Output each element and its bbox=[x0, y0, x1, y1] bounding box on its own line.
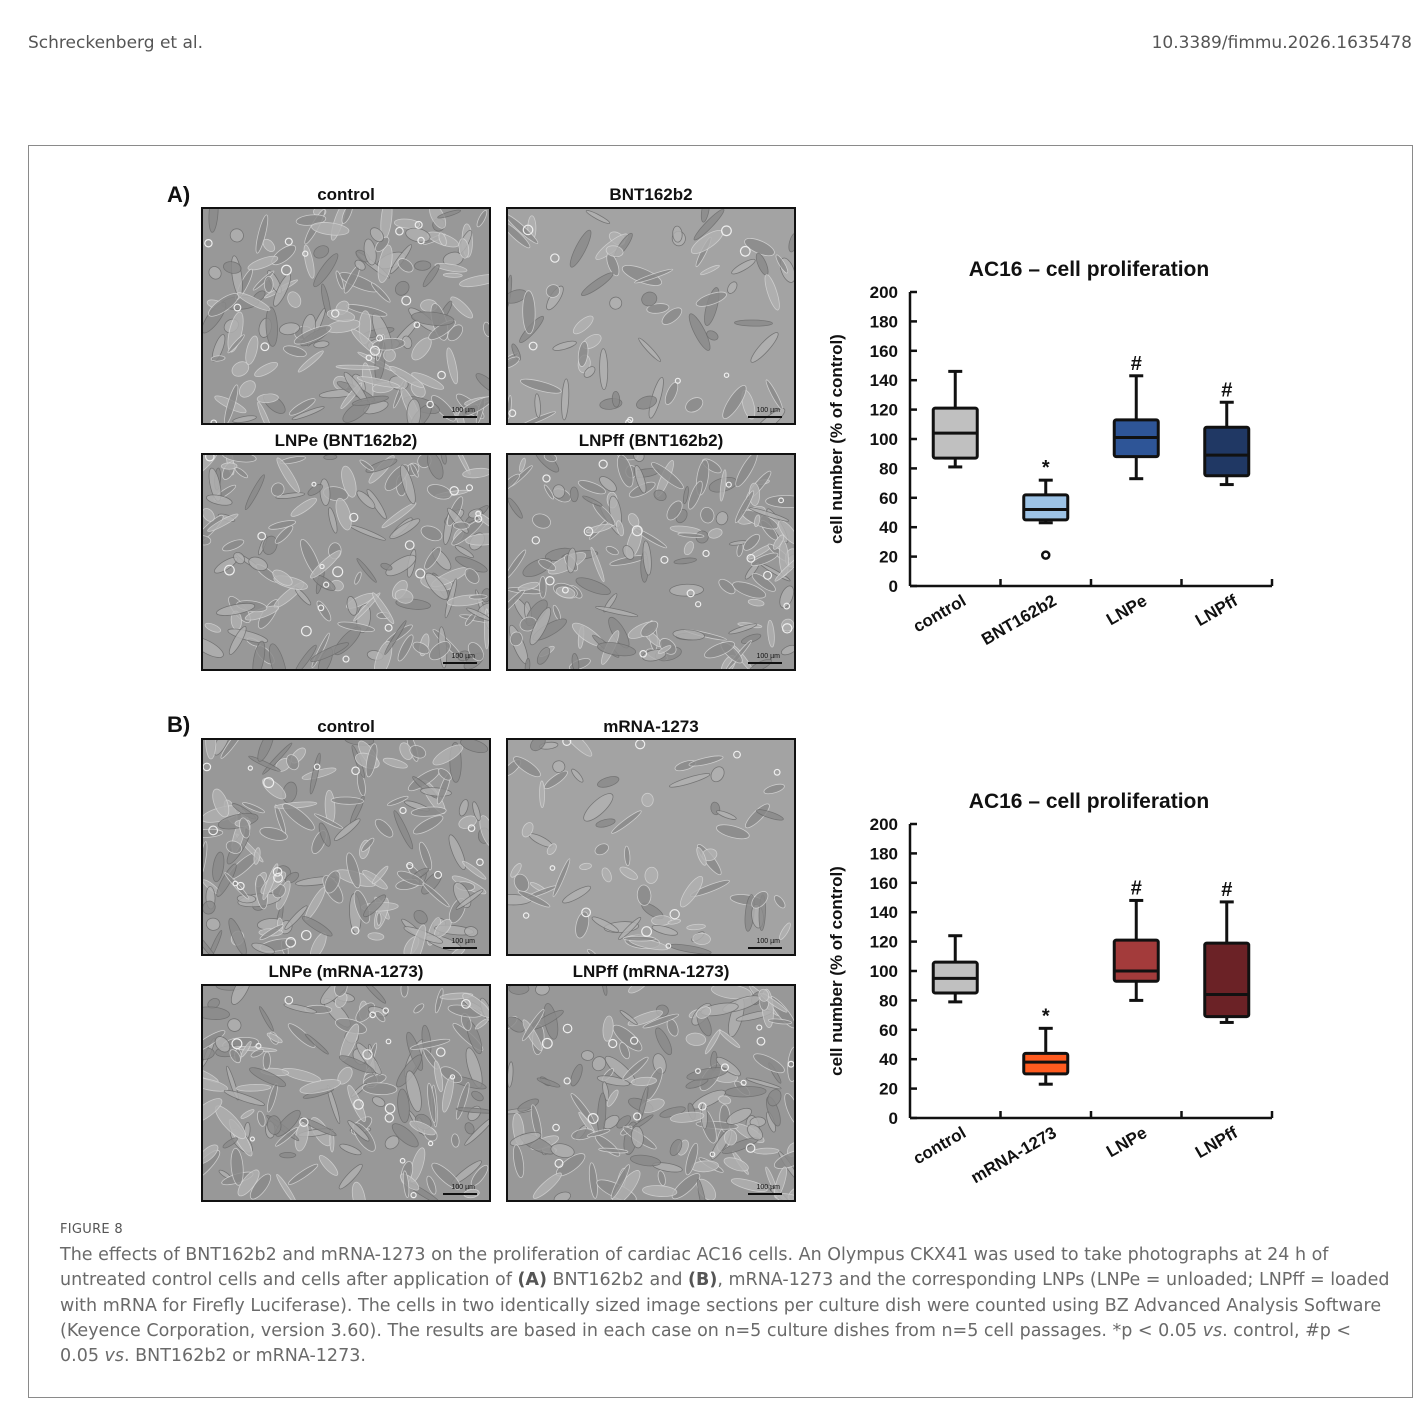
y-tick-label: 120 bbox=[869, 400, 898, 420]
scale-label: 100 µm bbox=[451, 407, 475, 414]
y-tick-label: 180 bbox=[869, 844, 898, 864]
micro-title: BNT162b2 bbox=[609, 185, 693, 204]
micro-title: LNPff (BNT162b2) bbox=[578, 431, 724, 450]
caption-run: (A) bbox=[517, 1270, 547, 1291]
micrograph bbox=[506, 984, 796, 1202]
x-tick-label: LNPff bbox=[1191, 591, 1241, 631]
y-tick-label: 180 bbox=[869, 312, 898, 332]
micro-title: mRNA-1273 bbox=[603, 717, 699, 736]
y-tick-label: 0 bbox=[888, 577, 898, 596]
figure-label: FIGURE 8 bbox=[60, 1222, 123, 1237]
y-tick-label: 0 bbox=[888, 1109, 898, 1128]
box-iqr bbox=[1024, 495, 1068, 520]
significance-marker: # bbox=[1221, 379, 1233, 402]
y-tick-label: 200 bbox=[869, 283, 898, 302]
significance-marker: * bbox=[1041, 1005, 1050, 1028]
micro-title: LNPe (BNT162b2) bbox=[274, 431, 418, 450]
scale-bar bbox=[748, 416, 782, 418]
scale-bar bbox=[748, 1193, 782, 1195]
caption-text bbox=[60, 1243, 1390, 1369]
y-tick-label: 100 bbox=[869, 430, 898, 449]
micrograph-texture bbox=[203, 455, 489, 669]
micrograph bbox=[201, 453, 491, 671]
scale-bar bbox=[748, 662, 782, 664]
box-iqr bbox=[1205, 943, 1249, 1017]
micrograph-texture bbox=[508, 740, 794, 954]
y-tick-label: 60 bbox=[879, 1020, 898, 1040]
micro-title: control bbox=[317, 185, 375, 204]
x-tick-label: LNPe bbox=[1103, 1123, 1151, 1162]
x-tick-label: BNT162b2 bbox=[978, 591, 1060, 650]
y-tick-label: 20 bbox=[879, 1079, 898, 1099]
micrograph bbox=[506, 453, 796, 671]
box-plot-a bbox=[812, 250, 1292, 685]
y-tick-label: 80 bbox=[879, 991, 898, 1011]
caption-run: . control, #p < 0.05 bbox=[60, 1320, 1352, 1367]
scale-bar bbox=[443, 662, 477, 664]
figure-caption bbox=[60, 1222, 1390, 1369]
scale-label: 100 µm bbox=[756, 653, 780, 660]
micrograph bbox=[506, 207, 796, 425]
panel-b-label: B) bbox=[167, 712, 191, 737]
box-iqr bbox=[1205, 427, 1249, 476]
y-tick-label: 60 bbox=[879, 488, 898, 508]
scale-bar bbox=[443, 416, 477, 418]
panel-a-label: A) bbox=[167, 182, 191, 207]
micrograph-texture bbox=[203, 740, 489, 954]
caption-run: (B) bbox=[688, 1270, 718, 1291]
scale-bar bbox=[443, 1193, 477, 1195]
y-tick-label: 120 bbox=[869, 932, 898, 952]
y-tick-label: 100 bbox=[869, 962, 898, 981]
scale-label: 100 µm bbox=[756, 938, 780, 945]
box-plot-b bbox=[812, 782, 1292, 1217]
y-tick-label: 20 bbox=[879, 547, 898, 567]
y-tick-label: 140 bbox=[869, 903, 898, 923]
caption-run: The effects of BNT162b2 and mRNA-1273 on the proliferation of cardiac AC16 cells. An Olympus CKX41 was used to take photographs at 24 h of untreated control cells and cells after application of bbox=[60, 1245, 1329, 1291]
caption-run: vs bbox=[1202, 1320, 1223, 1341]
box-plot-svg bbox=[812, 782, 1292, 1212]
caption-run: . BNT162b2 or mRNA-1273. bbox=[124, 1346, 366, 1367]
micrograph-texture bbox=[203, 209, 489, 423]
caption-run: vs bbox=[104, 1346, 125, 1367]
x-tick-label: control bbox=[909, 591, 970, 637]
micrograph bbox=[201, 738, 491, 956]
running-header-doi: 10.3389/fimmu.2026.1635478 bbox=[1151, 33, 1412, 53]
scale-label: 100 µm bbox=[756, 407, 780, 414]
scale-bar bbox=[443, 947, 477, 949]
micro-title: LNPff (mRNA-1273) bbox=[572, 962, 730, 981]
y-tick-label: 200 bbox=[869, 815, 898, 834]
y-tick-label: 40 bbox=[879, 518, 898, 538]
scale-label: 100 µm bbox=[451, 653, 475, 660]
micrograph bbox=[201, 207, 491, 425]
scale-label: 100 µm bbox=[451, 1184, 475, 1191]
x-tick-label: mRNA-1273 bbox=[967, 1123, 1060, 1188]
scale-label: 100 µm bbox=[756, 1184, 780, 1191]
y-tick-label: 80 bbox=[879, 459, 898, 479]
x-tick-label: LNPe bbox=[1103, 591, 1151, 630]
micrograph-texture bbox=[508, 986, 794, 1200]
micrograph bbox=[201, 984, 491, 1202]
y-axis-label: cell number (% of control) bbox=[827, 334, 846, 544]
micrograph-texture bbox=[508, 209, 794, 423]
significance-marker: # bbox=[1130, 352, 1142, 375]
chart-title: AC16 – cell proliferation bbox=[968, 258, 1210, 281]
micrograph-texture bbox=[203, 986, 489, 1200]
significance-marker: * bbox=[1041, 457, 1050, 480]
y-tick-label: 40 bbox=[879, 1050, 898, 1070]
significance-marker: # bbox=[1130, 877, 1142, 900]
y-tick-label: 160 bbox=[869, 341, 898, 361]
caption-run: BNT162b2 and bbox=[546, 1270, 689, 1291]
x-tick-label: control bbox=[909, 1123, 970, 1169]
micro-title: LNPe (mRNA-1273) bbox=[268, 962, 424, 981]
micrograph bbox=[506, 738, 796, 956]
scale-bar bbox=[748, 947, 782, 949]
y-axis-label: cell number (% of control) bbox=[827, 866, 846, 1076]
y-tick-label: 140 bbox=[869, 371, 898, 391]
x-tick-label: LNPff bbox=[1191, 1123, 1241, 1163]
micrograph-texture bbox=[508, 455, 794, 669]
significance-marker: # bbox=[1221, 878, 1233, 901]
box-plot-svg bbox=[812, 250, 1292, 680]
caption-run: , mRNA-1273 and the corresponding LNPs (LNPe = unloaded; LNPff = loaded with mRNA for Firefly Luciferase). The cells in two identically sized image sections per culture dish were counted using BZ Advanced Analysis Software (Keyence Corporation, version 3.60). The results are based in each case on n=5 culture dishes from n=5 cell passages. *p < 0.05 bbox=[60, 1270, 1390, 1341]
box-iqr bbox=[1114, 940, 1158, 981]
chart-title: AC16 – cell proliferation bbox=[968, 790, 1210, 813]
running-header-authors: Schreckenberg et al. bbox=[28, 33, 204, 53]
outlier-point bbox=[1042, 552, 1049, 559]
micro-title: control bbox=[317, 717, 375, 736]
scale-label: 100 µm bbox=[451, 938, 475, 945]
y-tick-label: 160 bbox=[869, 873, 898, 893]
